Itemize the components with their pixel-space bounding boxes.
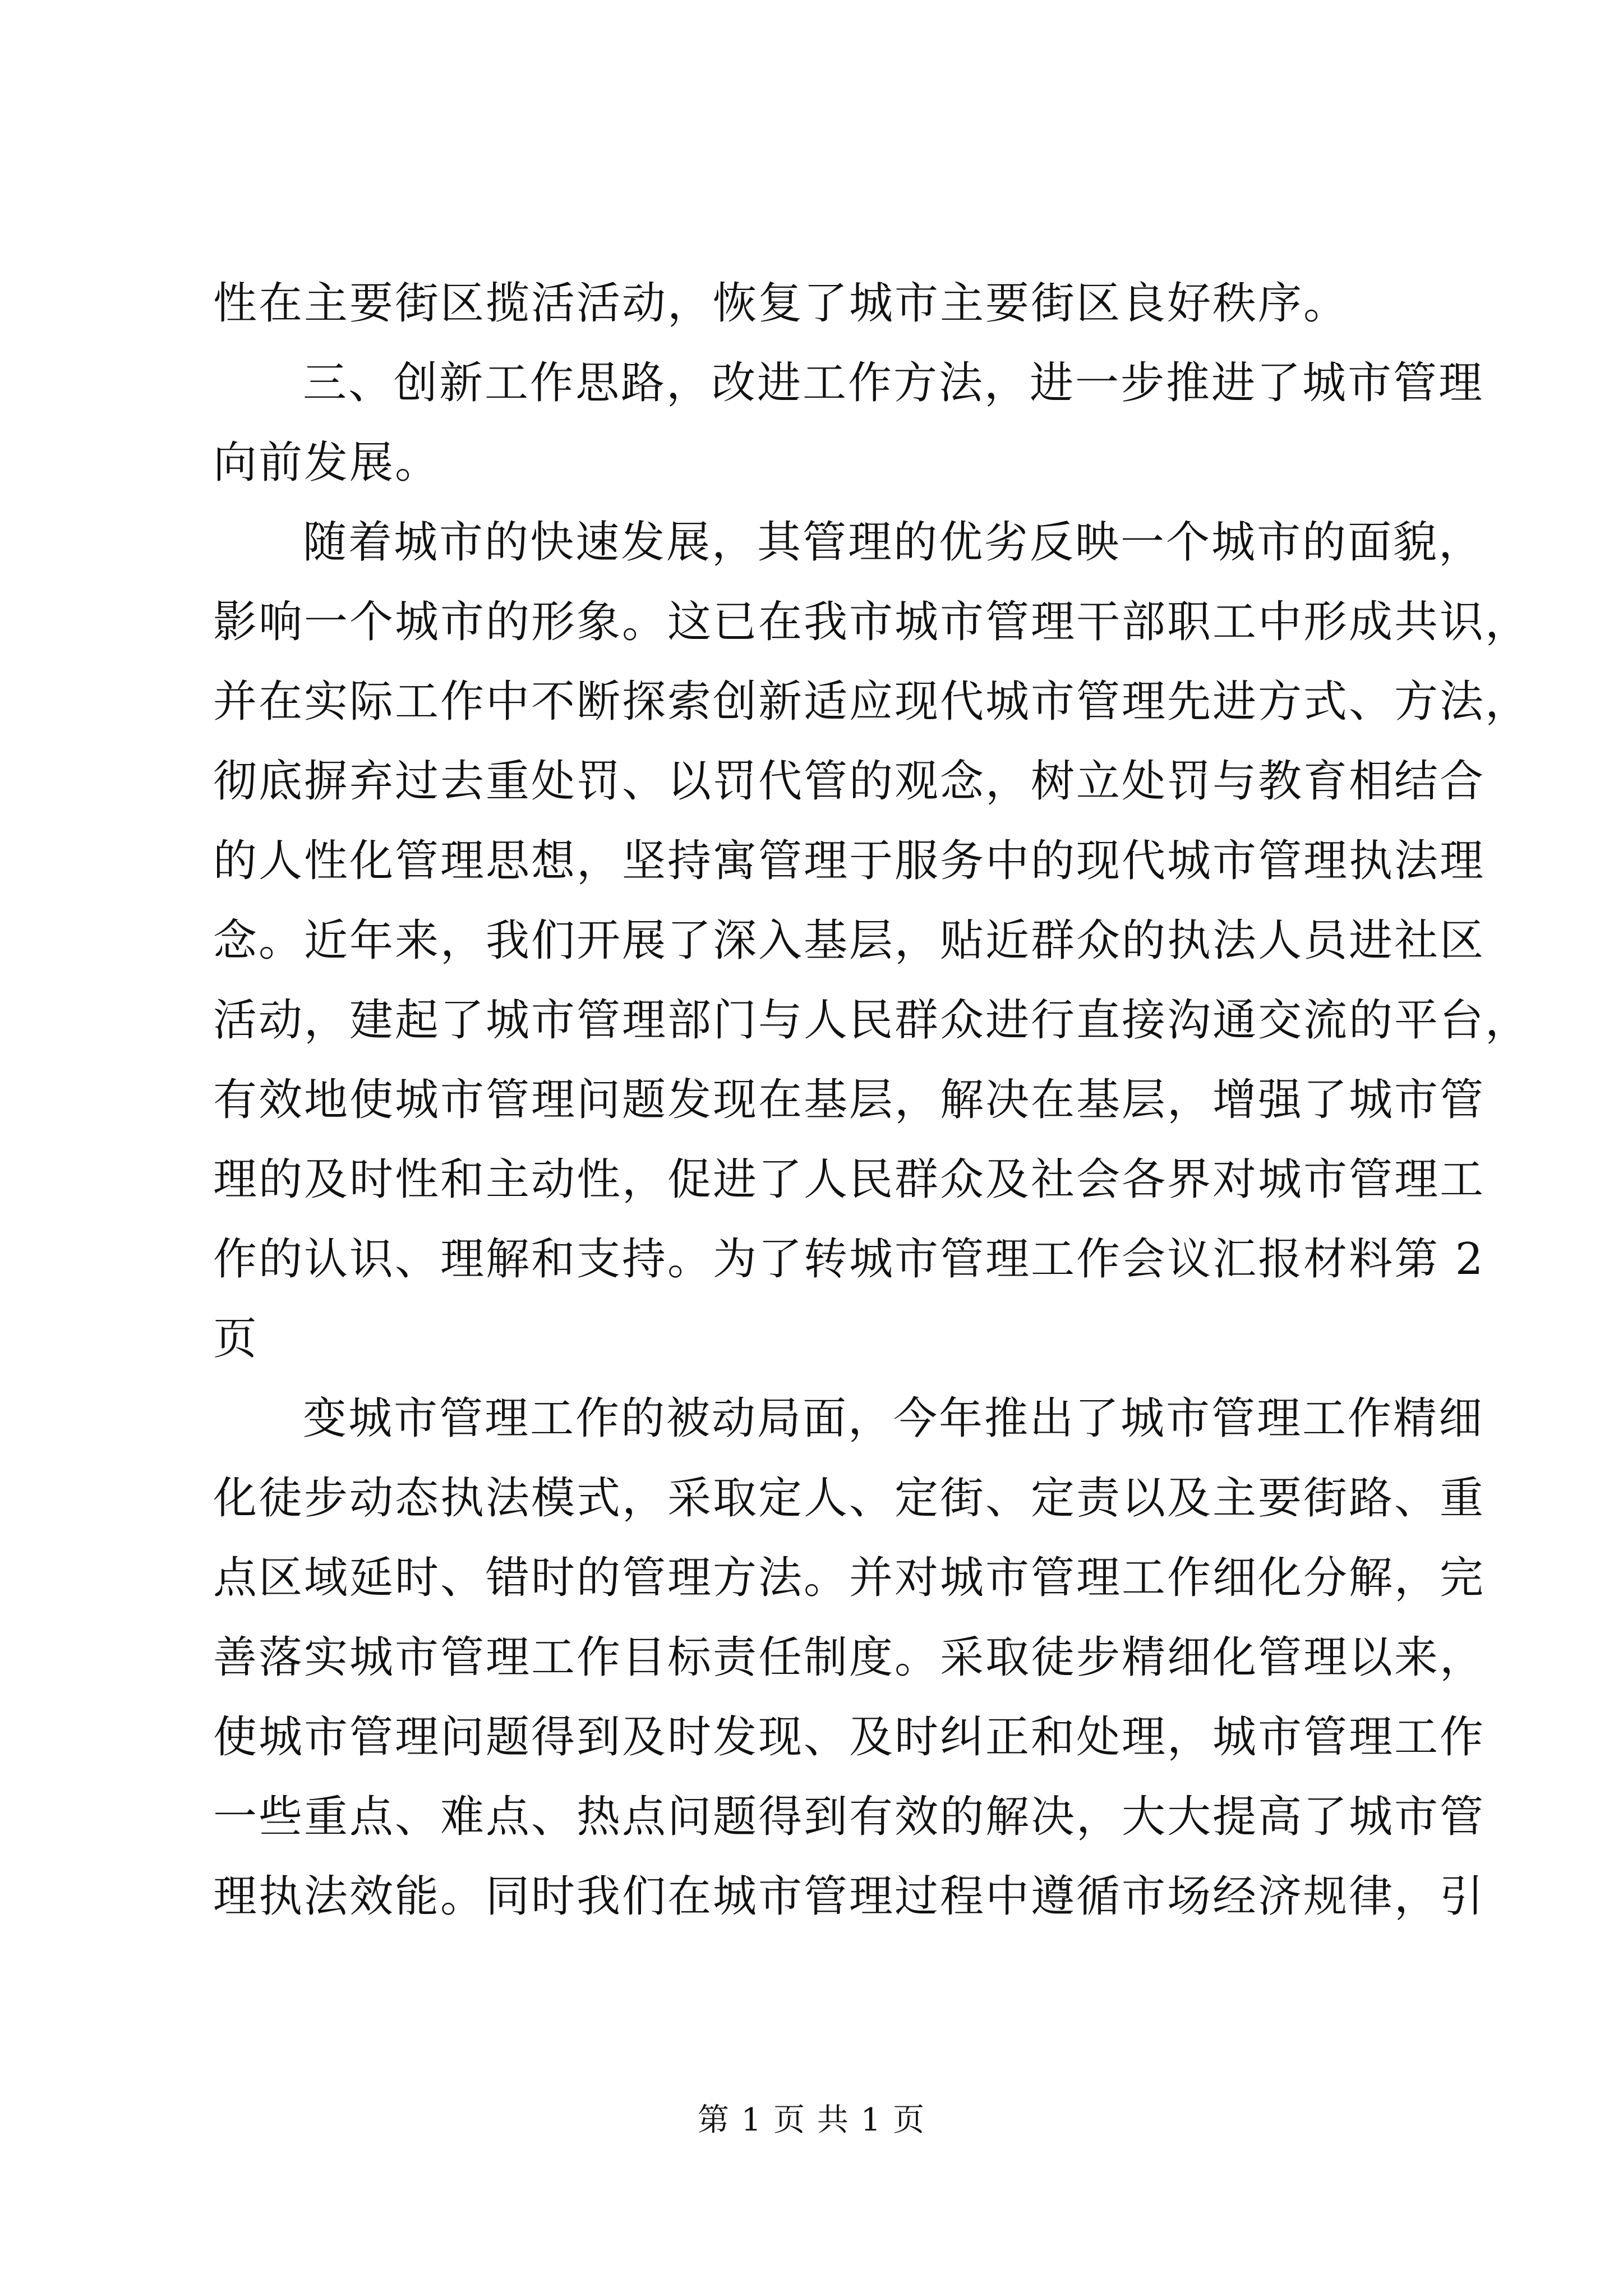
text-line: 化徒步动态执法模式，采取定人、定街、定责以及主要街路、重: [213, 1473, 1486, 1524]
text-line: 彻底摒弃过去重处罚、以罚代管的观念，树立处罚与教育相结合: [213, 756, 1486, 807]
text-line: 页: [213, 1314, 259, 1364]
text-line: 理执法效能。同时我们在城市管理过程中遵循市场经济规律，引: [213, 1871, 1486, 1922]
text-line: 有效地使城市管理问题发现在基层，解决在基层，增强了城市管: [213, 1075, 1486, 1125]
text-line: 的人性化管理思想，坚持寓管理于服务中的现代城市管理执法理: [213, 836, 1486, 886]
text-line: 变城市管理工作的被动局面，今年推出了城市管理工作精细: [303, 1393, 1484, 1444]
text-line: 随着城市的快速发展，其管理的优劣反映一个城市的面貌，: [303, 517, 1484, 568]
text-line: 理的及时性和主动性，促进了人民群众及社会各界对城市管理工: [213, 1154, 1486, 1205]
text-line: 性在主要街区揽活活动，恢复了城市主要街区良好秩序。: [213, 278, 1349, 329]
text-line: 念。近年来，我们开展了深入基层，贴近群众的执法人员进社区: [213, 915, 1486, 966]
section-heading-line: 三、创新工作思路，改进工作方法，进一步推进了城市管理: [303, 358, 1484, 408]
text-line: 并在实际工作中不断探索创新适应现代城市管理先进方式、方法，: [213, 677, 1531, 727]
text-line: 活动，建起了城市管理部门与人民群众进行直接沟通交流的平台，: [213, 995, 1531, 1046]
text-line: 使城市管理问题得到及时发现、及时纠正和处理，城市管理工作: [213, 1712, 1486, 1763]
text-line: 善落实城市管理工作目标责任制度。采取徒步精细化管理以来，: [213, 1632, 1486, 1683]
text-line: 作的认识、理解和支持。为了转城市管理工作会议汇报材料第 2: [213, 1234, 1485, 1285]
section-heading-line: 向前发展。: [213, 438, 441, 488]
text-line: 点区域延时、错时的管理方法。并对城市管理工作细化分解，完: [213, 1553, 1486, 1603]
body-text: [213, 264, 1531, 1936]
text-line: 影响一个城市的形象。这已在我市城市管理干部职工中形成共识，: [213, 597, 1531, 647]
text-line: 一些重点、难点、热点问题得到有效的解决，大大提高了城市管: [213, 1792, 1486, 1842]
page-footer: 第 1 页 共 1 页: [697, 2102, 926, 2138]
